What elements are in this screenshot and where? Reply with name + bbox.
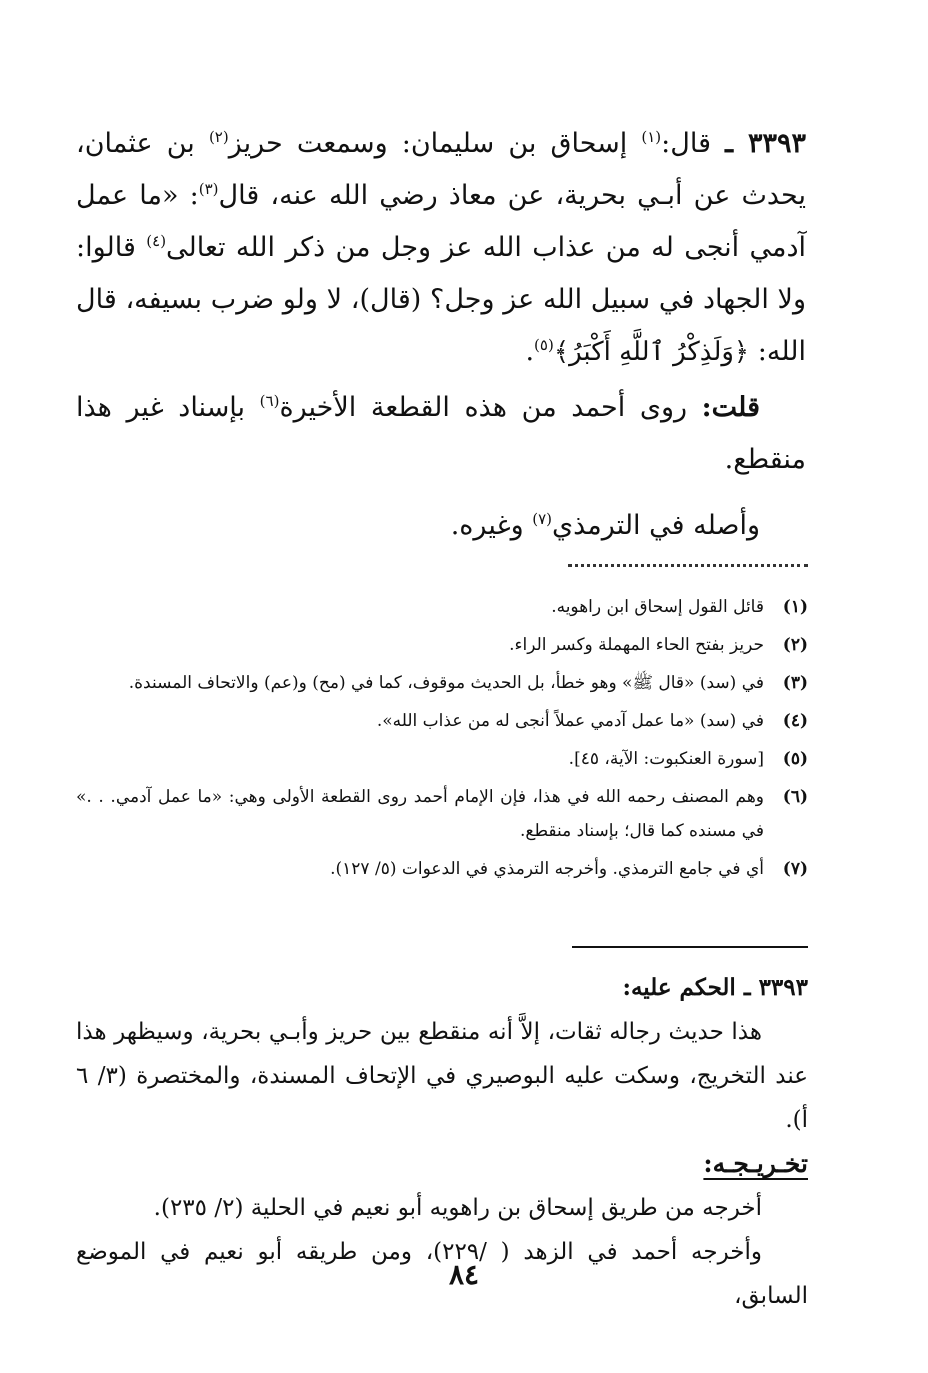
footnote-ref-2[interactable]: (٢) [208, 128, 229, 146]
footnote-number: (٣) [782, 673, 808, 693]
qultu-text-2: بإسناد غير هذا منقطع. [76, 392, 806, 475]
footnote-text: [سورة العنكبوت: الآية، ٤٥]. [568, 749, 764, 769]
footnote-item [76, 666, 808, 700]
asl-paragraph [76, 500, 806, 552]
footnote-number: (٢) [782, 635, 808, 655]
footnote-text: في (سد) «قال ﷺ» وهو خطأ، بل الحديث موقوف، كما في (مح) و(عم) والاتحاف المسندة. [128, 673, 764, 693]
footnote-item [76, 704, 808, 738]
footnote-ref-4[interactable]: (٤) [146, 232, 167, 250]
footnote-number: (١) [782, 597, 808, 617]
qultu-label: قلت: [701, 392, 760, 423]
takhrij-line-2: وأخرجه أحمد في الزهد ( /٢٢٩)، ومن طريقه أبو نعيم في الموضع السابق، [76, 1239, 808, 1309]
footnote-text: قائل القول إسحاق ابن راهويه. [551, 597, 764, 617]
footnote-number: (٤) [782, 711, 808, 731]
footnote-separator [568, 564, 808, 567]
hadith-text-1: إسحاق بن سليمان: وسمعت حريز [228, 128, 642, 159]
footnote-ref-3[interactable]: (٣) [198, 180, 219, 198]
qultu-paragraph [76, 382, 806, 486]
hadith-text-3: : «ما عمل آدمي أنجى له من عذاب الله عز وجل من ذكر الله تعالى [76, 180, 806, 263]
section-rule [572, 946, 808, 948]
footnote-item [76, 780, 808, 848]
footnote-ref-7[interactable]: (٧) [532, 510, 552, 528]
hukm-heading: ٣٣٩٣ ـ الحكم عليه: [622, 974, 808, 1001]
footnotes [76, 590, 808, 890]
hadith-text-2: بن عثمان، يحدث عن أبـي بحرية، عن معاذ رضي الله عنه، قال [76, 128, 806, 211]
footnote-text: حريز بفتح الحاء المهملة وكسر الراء. [509, 635, 764, 655]
hadith-number: ٣٣٩٣ ـ [725, 128, 806, 159]
footnote-item [76, 742, 808, 776]
footnote-ref-6[interactable]: (٦) [259, 392, 280, 410]
footnote-text: أي في جامع الترمذي. وأخرجه الترمذي في الدعوات (٥/ ١٢٧). [330, 859, 764, 879]
footnote-number: (٦) [782, 787, 808, 807]
footnote-item [76, 590, 808, 624]
asl-text-2: وغيره. [450, 510, 533, 541]
takhrij-heading: تخـريـجـه: [703, 1149, 808, 1178]
main-text [76, 118, 806, 552]
quran-verse: ﴿وَلَذِكْرُ ٱللَّهِ أَكْبَرُ﴾ [553, 337, 750, 367]
footnote-item [76, 628, 808, 662]
hadith-end: . [525, 336, 535, 367]
hadith-paragraph [76, 118, 806, 378]
page-number: ٨٤ [448, 1258, 480, 1291]
hadith-text-4: قالوا: ولا الجهاد في سبيل الله عز وجل؟ (قال)، لا ولو ضرب بسيفه، قال الله: [76, 232, 806, 367]
takhrij-line-1: أخرجه من طريق إسحاق بن راهويه أبو نعيم في الحلية (٢/ ٢٣٥). [153, 1195, 762, 1221]
footnote-text: في (سد) «ما عمل آدمي عملاً أنجى له من عذاب الله». [376, 711, 764, 731]
footnote-text: وهم المصنف رحمه الله في هذا، فإن الإمام أحمد روى القطعة الأولى وهي: «ما عمل آدمي. . .» في مسنده كما قال؛ بإسناد منقطع. [76, 787, 764, 841]
footnote-number: (٥) [782, 749, 808, 769]
hadith-qal: قال: [661, 128, 712, 159]
footnote-number: (٧) [782, 859, 808, 879]
qultu-text-1: روى أحمد من هذه القطعة الأخيرة [279, 392, 702, 423]
footnote-ref-1[interactable]: (١) [641, 128, 662, 146]
footnote-item [76, 852, 808, 886]
asl-text-1: وأصله في الترمذي [552, 510, 760, 541]
hukm-paragraph: هذا حديث رجاله ثقات، إلاَّ أنه منقطع بين حريز وأبـي بحرية، وسيظهر هذا عند التخريج، وسكت عليه البوصيري في الإتحاف المسندة، والمختصرة (٣/ ٦ أ). [76, 1019, 808, 1133]
footnote-ref-5[interactable]: (٥) [534, 336, 554, 354]
